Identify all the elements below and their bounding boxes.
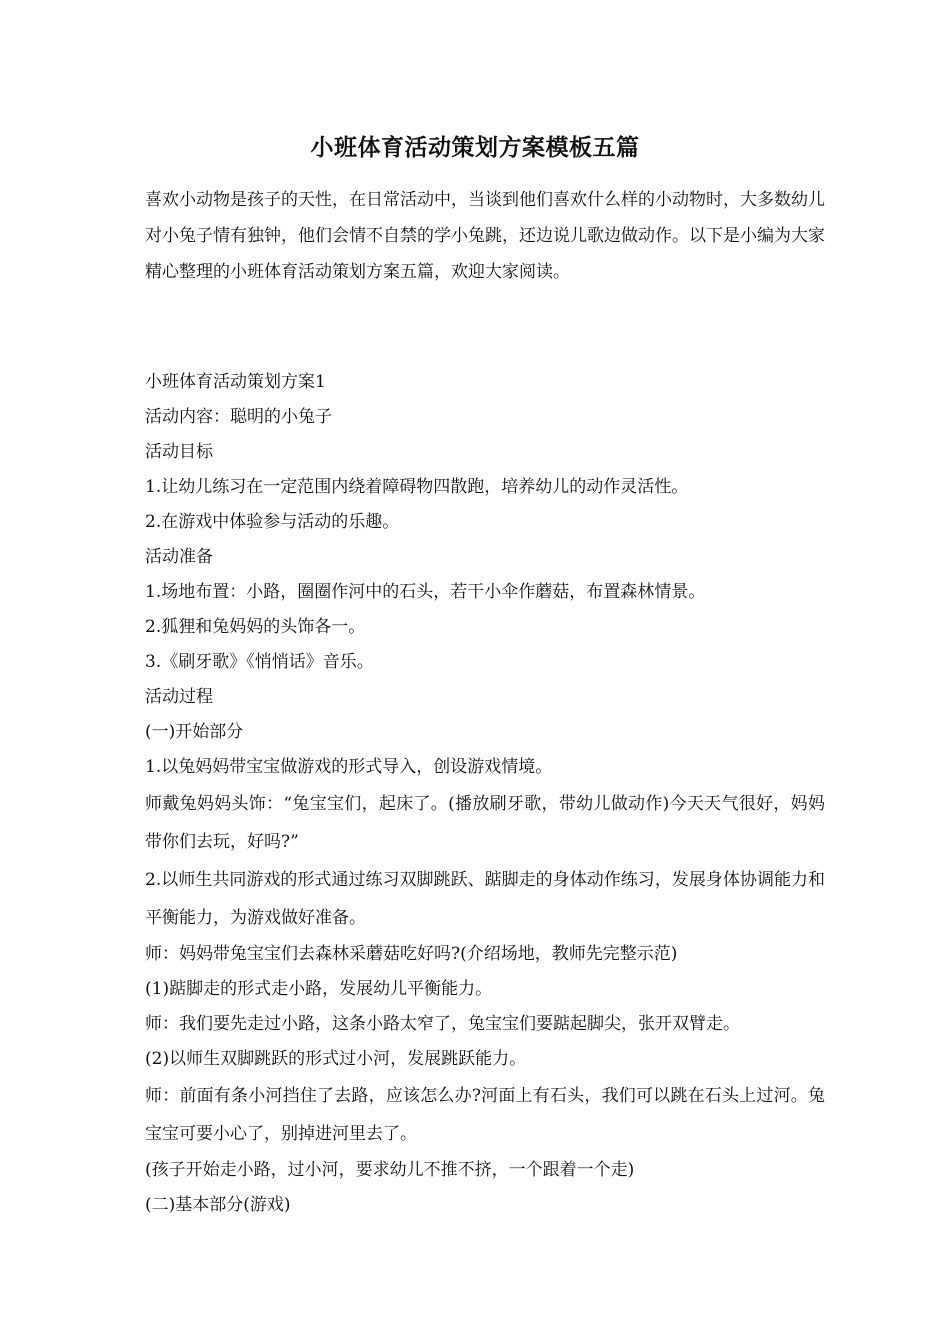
text-line: 师：我们要先走过小路，这条小路太窄了，兔宝宝们要踮起脚尖，张开双臂走。: [145, 1014, 740, 1034]
text-line: 活动内容：聪明的小兔子: [145, 407, 332, 427]
text-line: (2)以师生双脚跳跃的形式过小河，发展跳跃能力。: [145, 1049, 527, 1069]
text-line: (1)踮脚走的形式走小路，发展幼儿平衡能力。: [145, 979, 493, 999]
text-line: 师戴兔妈妈头饰：“兔宝宝们，起床了。(播放刷牙歌，带幼儿做动作)今天天气很好，妈妈带你们去玩，好吗?”: [145, 794, 825, 852]
document-body: [145, 365, 825, 1223]
text-line: 1.以兔妈妈带宝宝做游戏的形式导入，创设游戏情境。: [145, 757, 553, 777]
text-line: 师：前面有条小河挡住了去路，应该怎么办?河面上有石头，我们可以跳在石头上过河。兔宝宝可要小心了，别掉进河里去了。: [145, 1086, 825, 1144]
section-heading: 活动准备: [145, 547, 213, 567]
text-line: (孩子开始走小路，过小河，要求幼儿不推不挤，一个跟着一个走): [145, 1160, 635, 1180]
intro-paragraph: 喜欢小动物是孩子的天性，在日常活动中，当谈到他们喜欢什么样的小动物时，大多数幼儿对小兔子情有独钟，他们会情不自禁的学小兔跳，还边说儿歌边做动作。以下是小编为大家精心整理的小班体育活动策划方案五篇，欢迎大家阅读。: [145, 190, 825, 282]
text-line: 1.让幼儿练习在一定范围内绕着障碍物四散跑，培养幼儿的动作灵活性。: [145, 477, 689, 497]
text-line: (一)开始部分: [145, 722, 244, 742]
document-title: 小班体育活动策划方案模板五篇: [310, 134, 640, 161]
text-line: 3.《刷牙歌》《悄悄话》音乐。: [145, 652, 374, 672]
text-line: 2.狐狸和兔妈妈的头饰各一。: [145, 617, 366, 637]
text-line: 1.场地布置：小路，圈圈作河中的石头，若干小伞作蘑菇，布置森林情景。: [145, 582, 706, 602]
text-line: 2.在游戏中体验参与活动的乐趣。: [145, 512, 400, 532]
text-line: 师：妈妈带兔宝宝们去森林采蘑菇吃好吗?(介绍场地，教师先完整示范): [145, 944, 678, 964]
text-line: (二)基本部分(游戏): [145, 1195, 291, 1215]
text-line: 2.以师生共同游戏的形式通过练习双脚跳跃、踮脚走的身体动作练习，发展身体协调能力和平衡能力，为游戏做好准备。: [145, 870, 825, 928]
section-heading: 活动目标: [145, 442, 213, 462]
section-heading: 活动过程: [145, 687, 213, 707]
section-heading: 小班体育活动策划方案1: [145, 372, 326, 392]
